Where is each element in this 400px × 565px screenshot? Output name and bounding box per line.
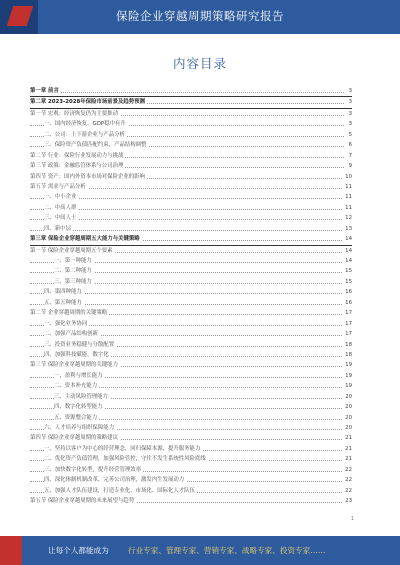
toc-entry-page: 16 (343, 287, 352, 297)
toc-entry[interactable] (30, 86, 352, 97)
toc-entry-page: 14 (343, 256, 352, 266)
toc-entry-title: 六、人才培养与组织保障能力 (44, 425, 115, 431)
toc-entry[interactable] (30, 119, 352, 129)
toc-entry-page: 18 (343, 350, 352, 360)
toc-entry-page: 10 (343, 172, 352, 182)
toc-entry[interactable] (30, 161, 352, 171)
table-of-contents (30, 86, 352, 507)
toc-entry[interactable] (30, 486, 352, 496)
toc-entry[interactable] (30, 340, 352, 350)
toc-entry-page: 6 (347, 140, 352, 150)
toc-entry-page: 3 (347, 86, 352, 96)
toc-entry-title: 五、第五种能力 (44, 299, 82, 306)
toc-entry[interactable] (30, 329, 352, 339)
toc-entry-page: 3 (347, 109, 352, 119)
header-bar (0, 0, 400, 34)
toc-entry-page: 11 (343, 203, 352, 213)
toc-entry[interactable] (30, 381, 352, 391)
toc-entry-page: 16 (343, 298, 352, 308)
toc-entry[interactable] (30, 433, 352, 443)
toc-heading: 内容目录 (172, 56, 227, 71)
toc-entry-title: 二、公司：上下游企业与产品分析 (44, 131, 125, 138)
toc-entry-page: 11 (343, 182, 352, 192)
toc-entry-title: 二、加强产品结构创新 (44, 331, 98, 338)
toc-entry-title: 四、新中层 (44, 225, 71, 232)
toc-entry[interactable] (30, 444, 352, 454)
toc-entry-title: 一、第一种能力 (54, 258, 92, 264)
footer-accent (0, 536, 22, 565)
toc-entry-title: 第一节 保险企业穿越周期五个要素 (30, 247, 113, 254)
toc-entry-page: 3 (347, 119, 352, 129)
toc-entry-title: 三、投资业务稳健与分散配置 (44, 341, 115, 348)
toc-entry[interactable] (30, 475, 352, 485)
toc-entry[interactable] (30, 140, 352, 150)
toc-entry-title: 第二节 行业：保险行业发展动力与挑战 (30, 152, 124, 159)
toc-entry[interactable] (30, 130, 352, 140)
toc-entry-title: 四、深化体制机制改革，完善公司治理，激发内生发展动力 (44, 477, 185, 484)
toc-entry[interactable] (30, 413, 352, 423)
toc-entry-title: 三、主动风险管理能力 (54, 393, 108, 400)
page-number: 1 (350, 516, 354, 522)
toc-entry-title: 一、坚持以客户为中心的经营理念，回归保障本源，提升服务能力 (44, 445, 201, 452)
toc-entry-page: 14 (343, 246, 352, 256)
toc-entry[interactable] (30, 371, 352, 381)
footer-tagline: 行业专家、管理专家、营销专家、战略专家、投资专家…… (128, 546, 326, 555)
toc-entry-title: 三、加快数字化转型，提升经营管理效率 (44, 466, 142, 473)
toc-entry-page: 21 (343, 444, 352, 454)
toc-entry-page: 22 (343, 475, 352, 485)
dot-leader (30, 92, 344, 93)
toc-entry-page: 22 (343, 465, 352, 475)
toc-entry-title: 三、第三种能力 (54, 278, 92, 285)
toc-entry-title: 一、国内经济恢复，GDP稳中有升 (44, 121, 126, 128)
toc-entry-title: 第五节 需求与产品分析 (30, 183, 86, 190)
toc-entry-title: 第一节 宏观：经济恢复仍为主要推动 (30, 110, 118, 117)
toc-entry-page: 18 (343, 340, 352, 350)
toc-entry-page: 11 (343, 192, 352, 202)
footer-bar (0, 536, 400, 565)
toc-entry-title: 四、数字化转型能力 (54, 404, 103, 411)
toc-entry-title: 第二章 2023-2028年保险市场前景及趋势预测 (30, 99, 145, 106)
toc-entry[interactable] (30, 151, 352, 161)
toc-entry[interactable] (30, 266, 352, 276)
toc-entry[interactable] (30, 423, 352, 433)
toc-entry-page: 3 (347, 97, 352, 107)
toc-entry-title: 二、优化资产负债管理，加强风险管控，守住不发生系统性风险底线 (44, 456, 206, 463)
toc-entry-page: 12 (343, 213, 352, 223)
toc-entry-page: 13 (343, 224, 352, 234)
toc-entry[interactable] (30, 213, 352, 223)
toc-entry-title: 第一章 前言 (30, 88, 59, 94)
toc-entry[interactable] (30, 465, 352, 475)
toc-entry[interactable] (30, 234, 352, 245)
toc-entry-page: 20 (343, 413, 352, 423)
toc-entry[interactable] (30, 277, 352, 287)
toc-entry-page: 17 (343, 329, 352, 339)
toc-entry-title: 四、第四种能力 (44, 289, 82, 296)
toc-entry-title: 第四节 资产：国内外资本市场对保险企业的影响 (30, 173, 145, 180)
toc-entry[interactable] (30, 182, 352, 192)
toc-entry-page: 23 (343, 496, 352, 506)
toc-entry-title: 二、第二种能力 (54, 268, 92, 275)
toc-entry[interactable] (30, 360, 352, 370)
toc-entry-title: 第三节 保险企业穿越周期的关键能力 (30, 362, 118, 369)
toc-entry-title: 第二节 企业穿越周期的关键策略 (30, 310, 108, 317)
toc-entry-title: 第三章 保险企业穿越周期五大能力与关键策略 (30, 236, 140, 243)
toc-entry-title: 第五节 保险企业穿越周期的未来展望与趋势 (30, 498, 135, 505)
toc-entry-title: 五、资源整合能力 (54, 414, 98, 421)
report-title: 保险企业穿越周期策略研究报告 (116, 9, 284, 23)
toc-entry-page: 7 (347, 151, 352, 161)
toc-entry[interactable] (30, 496, 352, 506)
dot-leader (30, 230, 344, 231)
toc-entry-page: 15 (343, 277, 352, 287)
toc-entry[interactable] (30, 298, 352, 308)
toc-entry[interactable] (30, 256, 352, 266)
toc-entry-page: 22 (343, 486, 352, 496)
toc-entry-page: 21 (343, 454, 352, 464)
toc-entry[interactable] (30, 350, 352, 360)
toc-entry-title: 第四节 保险企业穿越周期的策略建议 (30, 435, 118, 442)
toc-entry-title: 二、资本补充能力 (54, 383, 98, 390)
toc-entry-page: 19 (343, 381, 352, 391)
toc-entry-title: 一、中小企业 (44, 194, 77, 201)
toc-entry-title: 五、加强人才队伍建设，打造专业化、市场化、国际化人才队伍 (44, 487, 195, 494)
toc-entry[interactable] (30, 246, 352, 256)
toc-entry-page: 19 (343, 371, 352, 381)
toc-entry-page: 15 (343, 266, 352, 276)
toc-entry-page: 14 (343, 234, 352, 244)
toc-entry-page: 20 (343, 392, 352, 402)
toc-entry[interactable] (30, 203, 352, 213)
toc-entry[interactable] (30, 392, 352, 402)
toc-entry-page: 9 (347, 161, 352, 171)
toc-entry-page: 20 (343, 402, 352, 412)
toc-entry[interactable] (30, 319, 352, 329)
toc-entry-page: 21 (343, 433, 352, 443)
toc-entry[interactable] (30, 287, 352, 297)
toc-entry-page: 5 (347, 130, 352, 140)
toc-entry[interactable] (30, 192, 352, 202)
toc-entry-title: 三、保险资产负债匹配约束，产品结构调整 (44, 142, 147, 149)
toc-entry-page: 19 (343, 360, 352, 370)
toc-entry-page: 20 (343, 423, 352, 433)
toc-entry[interactable] (30, 224, 352, 234)
toc-entry-page: 17 (343, 308, 352, 318)
footer-slogan: 让每个人都能成为 (48, 546, 109, 555)
toc-entry[interactable] (30, 308, 352, 318)
toc-entry-title: 三、中间人士 (44, 215, 77, 222)
toc-entry-title: 四、加强科技赋能，数字化 (44, 351, 109, 358)
toc-entry[interactable] (30, 97, 352, 108)
toc-entry[interactable] (30, 454, 352, 464)
toc-entry[interactable] (30, 402, 352, 412)
toc-entry-title: 一、盈利与增长能力 (54, 372, 103, 379)
toc-entry-page: 17 (343, 319, 352, 329)
toc-entry[interactable] (30, 172, 352, 182)
toc-entry-title: 二、中高人群 (44, 204, 77, 211)
toc-entry-title: 一、强化业务协同 (44, 320, 88, 327)
toc-entry-title: 第三节 政策：金融监管体系与公司治理 (30, 163, 124, 170)
toc-entry[interactable] (30, 109, 352, 119)
